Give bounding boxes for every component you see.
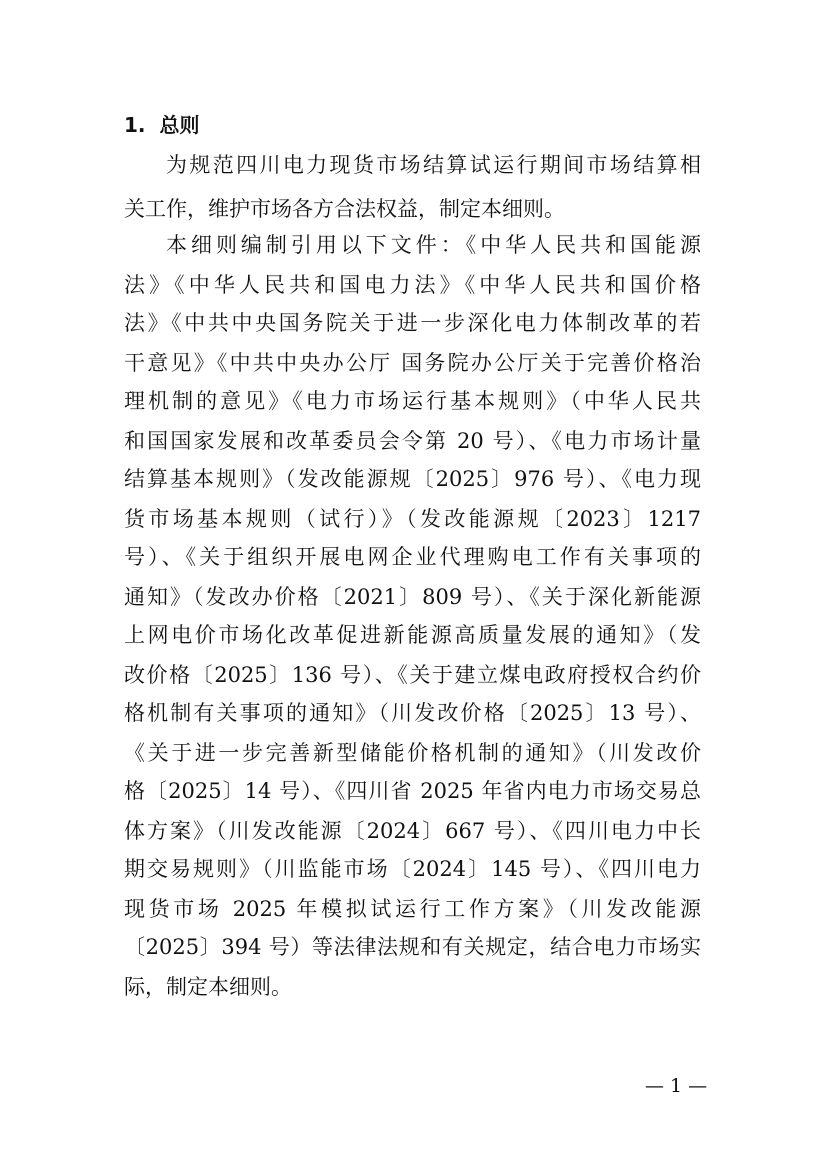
paragraph-2-line-7: 结算基本规则》（发改能源规〔2025〕976 号）、《电力现 xyxy=(124,467,701,491)
paragraph-2-line-10: 通知》（发改办价格〔2021〕809 号）、《关于深化新能源 xyxy=(124,585,701,609)
page-number: — 1 — xyxy=(645,1075,708,1097)
paragraph-2-line-17: 期交易规则》（川监能市场〔2024〕145 号）、《四川电力 xyxy=(124,857,701,881)
section-heading xyxy=(124,110,200,140)
section-title: 总则 xyxy=(159,113,200,137)
paragraph-2-line-12: 改价格〔2025〕136 号）、《关于建立煤电政府授权合约价 xyxy=(124,663,701,687)
paragraph-2-line-14: 《关于进一步完善新型储能价格机制的通知》（川发改价 xyxy=(124,741,701,765)
paragraph-2-line-16: 体方案》（川发改能源〔2024〕667 号）、《四川电力中长 xyxy=(124,819,701,843)
paragraph-2-line-15: 格〔2025〕14 号）、《四川省 2025 年省内电力市场交易总 xyxy=(124,779,701,803)
paragraph-2-line-13: 格机制有关事项的通知》（川发改价格〔2025〕13 号）、 xyxy=(124,701,701,725)
paragraph-2-line-1: 本细则编制引用以下文件：《中华人民共和国能源 xyxy=(166,233,701,257)
section-number: 1. xyxy=(124,113,146,137)
paragraph-2-line-18: 现货市场 2025 年模拟试运行工作方案》（川发改能源 xyxy=(124,897,701,921)
paragraph-2-line-9: 号）、《关于组织开展电网企业代理购电工作有关事项的 xyxy=(124,545,701,569)
paragraph-1-line-2: 关工作，维护市场各方合法权益，制定本细则。 xyxy=(124,197,565,221)
paragraph-2-line-5: 理机制的意见》《电力市场运行基本规则》（中华人民共 xyxy=(124,389,701,413)
paragraph-1-line-1: 为规范四川电力现货市场结算试运行期间市场结算相 xyxy=(166,153,701,177)
paragraph-2-line-8: 货市场基本规则（试行）》（发改能源规〔2023〕1217 xyxy=(124,507,701,531)
paragraph-2-line-6: 和国国家发展和改革委员会令第 20 号）、《电力市场计量 xyxy=(124,429,701,453)
paragraph-2-line-3: 法》《中共中央国务院关于进一步深化电力体制改革的若 xyxy=(124,311,701,335)
paragraph-2-line-19: 〔2025〕394 号）等法律法规和有关规定，结合电力市场实 xyxy=(124,935,701,959)
paragraph-2-line-2: 法》《中华人民共和国电力法》《中华人民共和国价格 xyxy=(124,273,701,297)
paragraph-2-line-20: 际，制定本细则。 xyxy=(124,975,292,999)
paragraph-2-line-4: 干意见》《中共中央办公厅 国务院办公厅关于完善价格治 xyxy=(124,351,701,375)
paragraph-2-line-11: 上网电价市场化改革促进新能源高质量发展的通知》（发 xyxy=(124,623,701,647)
